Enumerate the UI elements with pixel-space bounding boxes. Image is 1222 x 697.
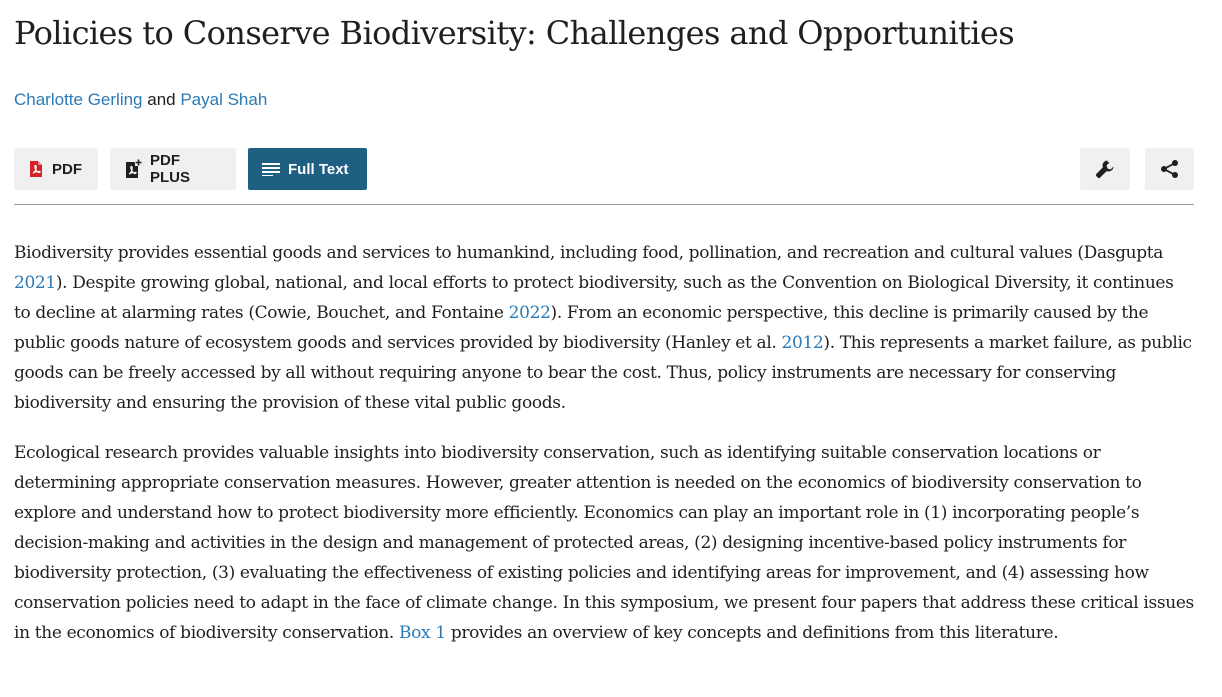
wrench-icon	[1095, 159, 1115, 179]
page-title: Policies to Conserve Biodiversity: Challenges and Opportunities	[14, 14, 1015, 52]
paragraph-text: ). Despite growing global, national, and local efforts to protect biodiversity, such as the Convention on Biological Diversity, it continues to decline at alarming rates (Cowie, Bouchet, and Fontaine	[14, 273, 1174, 323]
share-icon	[1160, 159, 1180, 179]
box-1-link[interactable]: Box 1	[399, 623, 446, 643]
citation-link-dasgupta-2021[interactable]: 2021	[14, 273, 56, 293]
divider	[14, 204, 1194, 205]
pdf-plus-button-label: PDF PLUS	[150, 152, 191, 186]
full-text-button-label: Full Text	[288, 160, 349, 178]
citation-link-hanley-2012[interactable]: 2012	[781, 333, 824, 353]
article-toolbar	[14, 148, 1194, 190]
body-paragraph-2	[14, 438, 1194, 648]
tools-button[interactable]	[1080, 148, 1130, 190]
paragraph-text: ). This represents a market failure, as public goods can be freely accessed by all without requiring anyone to bear the cost. Thus, policy instruments are necessary for conserving biodiversity and ensuring the provision of these vital public goods.	[14, 333, 1192, 413]
lines-icon	[262, 162, 280, 176]
citation-link-cowie-2022[interactable]: 2022	[508, 303, 551, 323]
author-separator: and	[142, 90, 181, 109]
share-button[interactable]	[1145, 148, 1194, 190]
paragraph-text: ). From an economic perspective, this decline is primarily caused by the public goods nature of ecosystem goods and services provided by biodiversity (Hanley et al.	[14, 303, 1149, 353]
paragraph-text: provides an overview of key concepts and definitions from this literature.	[445, 623, 1059, 643]
pdf-plus-icon	[124, 159, 142, 179]
pdf-button[interactable]	[14, 148, 98, 190]
author-link-gerling[interactable]: Charlotte Gerling	[14, 90, 143, 109]
author-link-shah[interactable]: Payal Shah	[180, 90, 268, 109]
body-paragraph-1	[14, 238, 1194, 418]
pdf-plus-button[interactable]	[110, 148, 236, 190]
paragraph-text: Ecological research provides valuable insights into biodiversity conservation, such as identifying suitable conservation locations or determining appropriate conservation measures. However, greater attention is needed on the economics of biodiversity conservation to explore and understand how to protect biodiversity more efficiently. Economics can play an important role in (1) incorporating people’s decision-making and activities in the design and management of protected areas, (2) designing incentive-based policy instruments for biodiversity protection, (3) evaluating the effectiveness of existing policies and identifying areas for improvement, and (4) assessing how conservation policies need to adapt in the face of climate change. In this symposium, we present four papers that address these critical issues in the economics of biodiversity conservation.	[14, 443, 1194, 643]
full-text-button[interactable]	[248, 148, 367, 190]
author-list	[14, 90, 267, 110]
pdf-button-label: PDF	[52, 160, 82, 178]
pdf-file-icon	[28, 160, 44, 178]
paragraph-text: Biodiversity provides essential goods and services to humankind, including food, pollination, and recreation and cultural values (Dasgupta	[14, 243, 1164, 263]
